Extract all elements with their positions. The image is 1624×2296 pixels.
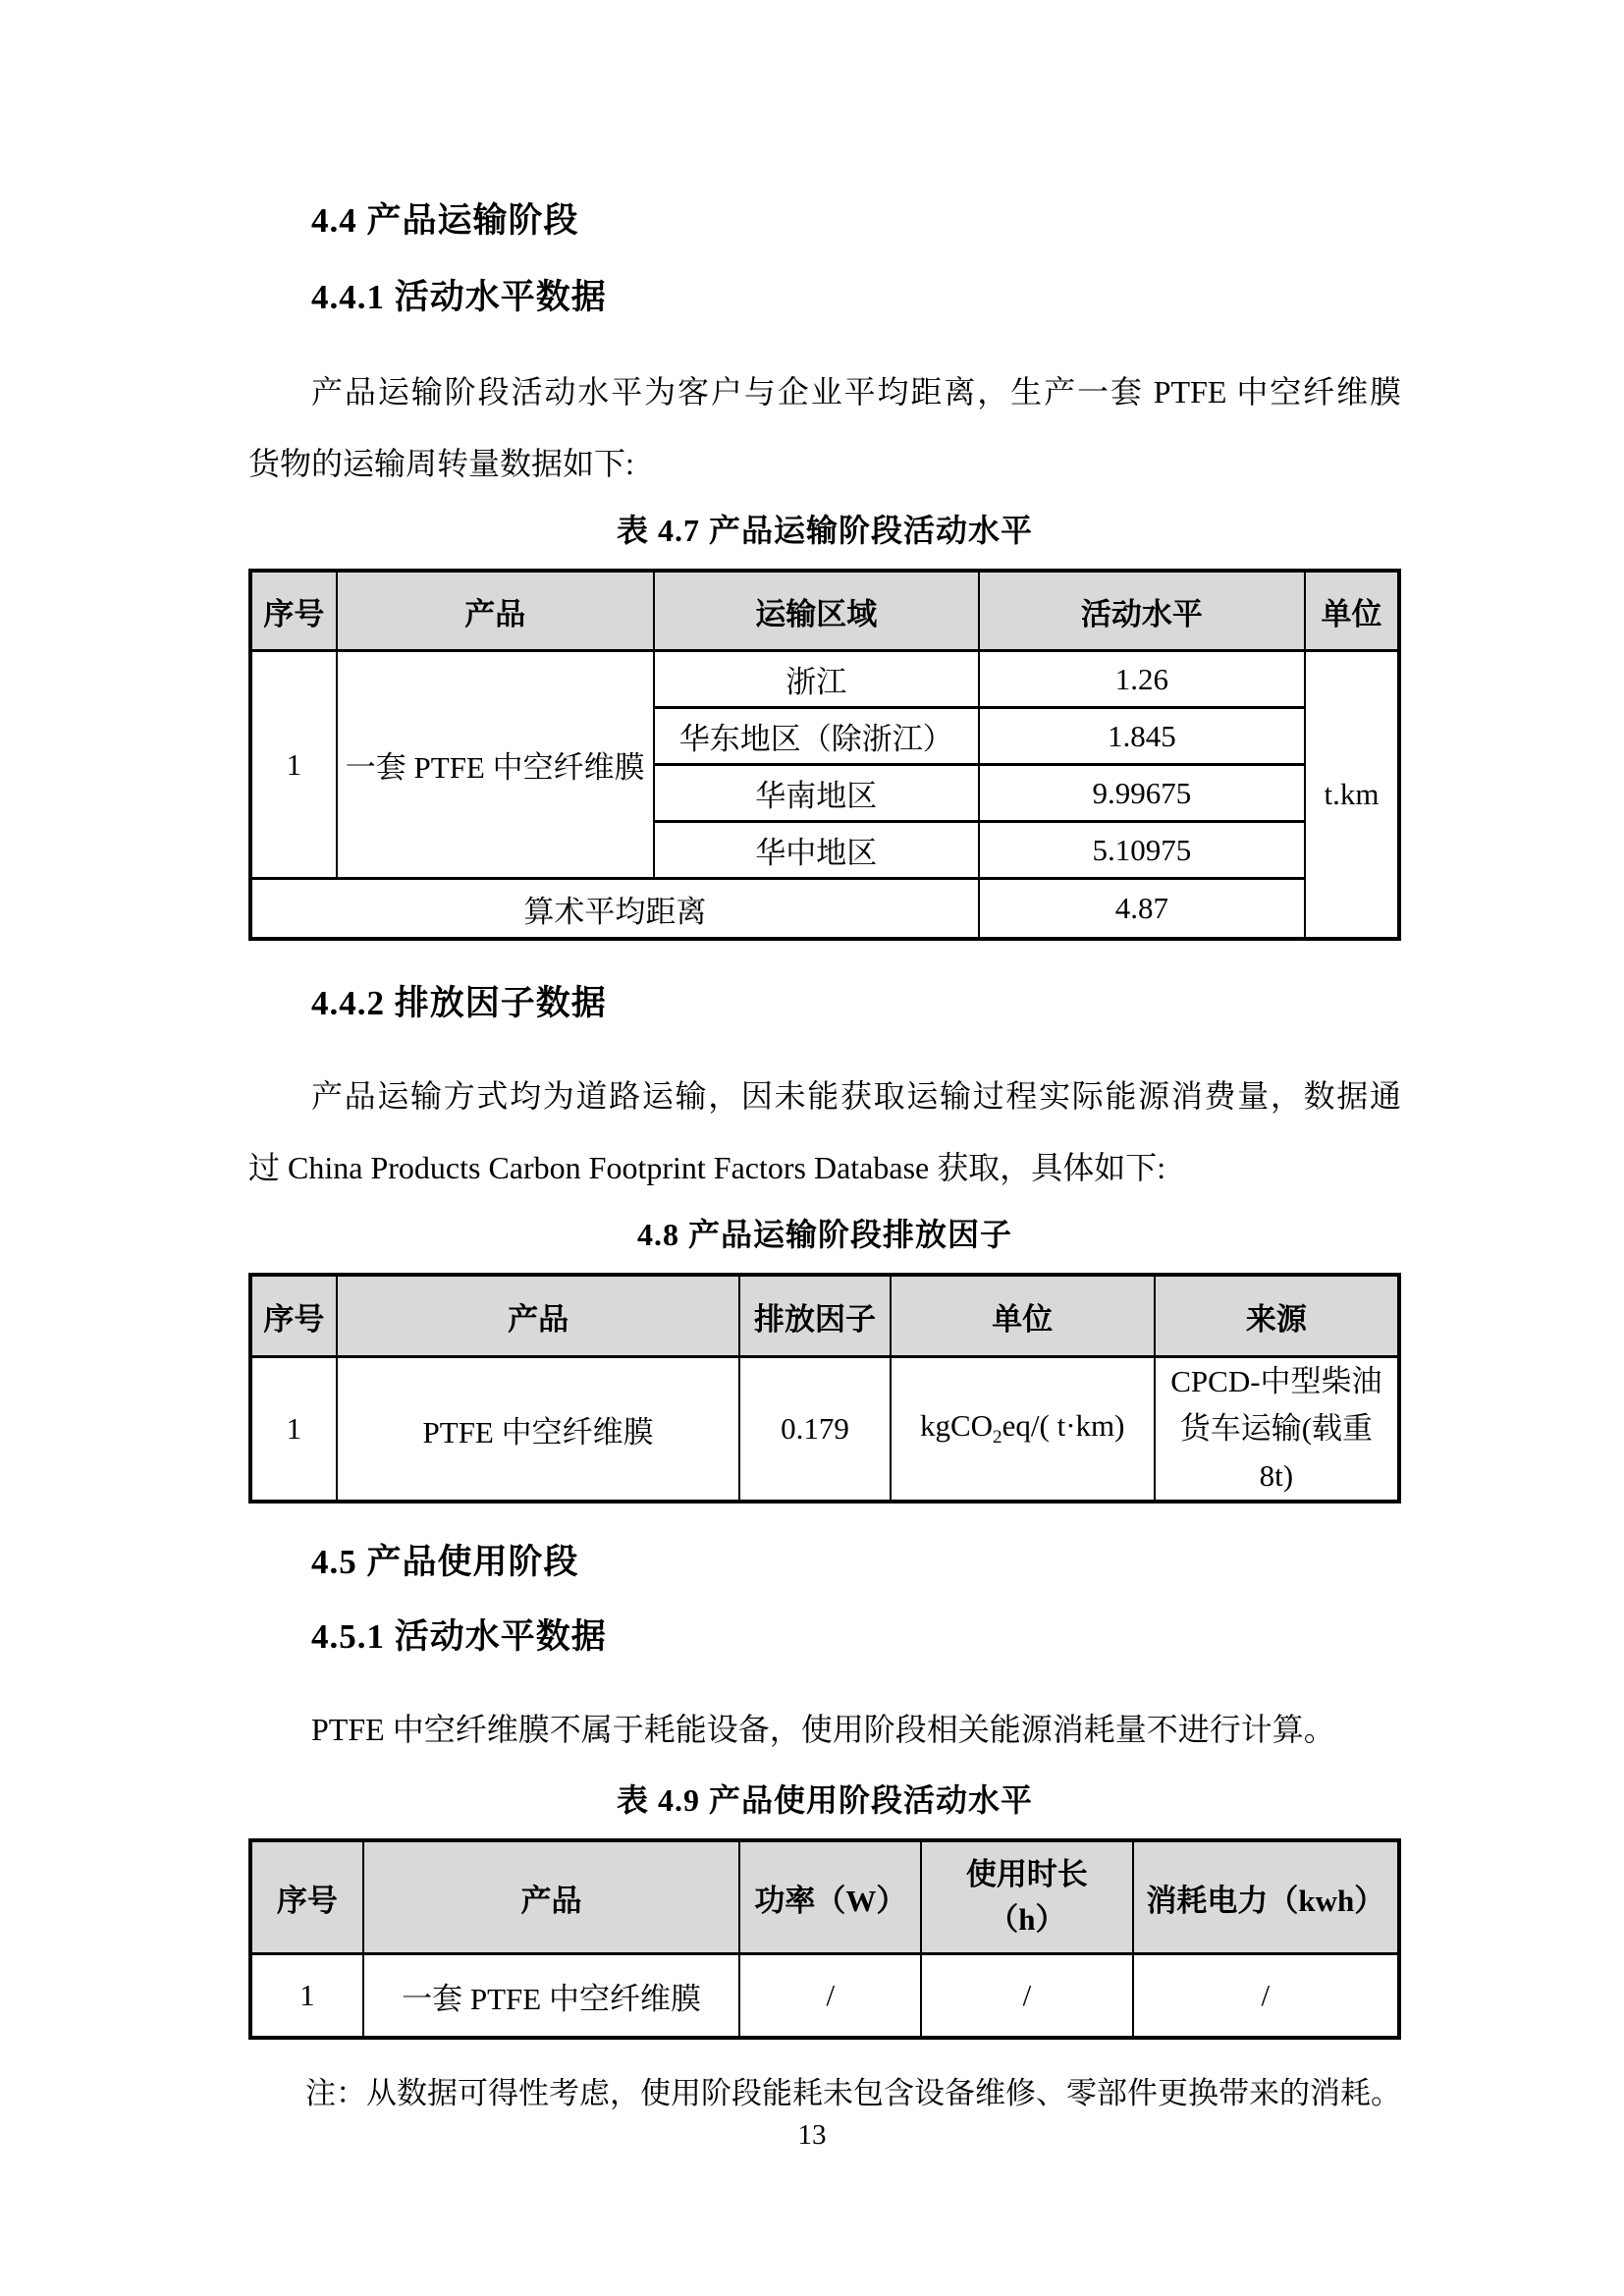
index-cell: 1 [250,651,337,879]
column-header: 序号 [250,571,337,651]
region-cell: 华东地区（除浙江） [654,708,979,765]
heading-4-4: 4.4 产品运输阶段 [311,201,579,240]
table-4-8-header-row [250,1275,1399,1357]
column-header: 单位 [891,1275,1155,1357]
product-cell: 一套 PTFE 中空纤维膜 [363,1954,740,2039]
column-header-line: （h） [988,1902,1066,1937]
table-4-9-caption: 表 4.9 产品使用阶段活动水平 [616,1782,1033,1818]
table-4-7 [248,569,1401,941]
paragraph-transport-emission [248,1061,1401,1204]
average-label-cell: 算术平均距离 [250,879,979,940]
heading-4-5-1: 4.5.1 活动水平数据 [311,1617,607,1656]
index-cell: 1 [250,1954,363,2039]
region-cell: 浙江 [654,651,979,708]
column-header: 序号 [250,1275,337,1357]
column-header: 活动水平 [979,571,1305,651]
column-header [921,1840,1132,1954]
index-cell: 1 [250,1357,337,1503]
region-cell: 华中地区 [654,822,979,879]
average-value-cell: 4.87 [979,879,1305,940]
electricity-cell: / [1133,1954,1399,2039]
region-cell: 华南地区 [654,765,979,822]
value-cell: 5.10975 [979,822,1305,879]
product-cell: 一套 PTFE 中空纤维膜 [337,651,654,879]
column-header: 排放因子 [739,1275,890,1357]
table-4-7-header-row [250,571,1399,651]
column-header: 产品 [337,1275,740,1357]
document-content [248,0,1401,2116]
column-header: 运输区域 [654,571,979,651]
table-4-7-caption: 表 4.7 产品运输阶段活动水平 [616,513,1033,548]
product-cell: PTFE 中空纤维膜 [337,1357,740,1503]
heading-4-5: 4.5 产品使用阶段 [311,1543,579,1581]
table-average-row [250,879,1399,940]
paragraph-use-stage [248,1694,1401,1766]
column-header: 单位 [1305,571,1399,651]
column-header: 序号 [250,1840,363,1954]
column-header-line: 使用时长 [965,1857,1088,1891]
column-header: 消耗电力（kwh） [1133,1840,1399,1954]
column-header: 来源 [1155,1275,1399,1357]
unit-subscript: 2 [993,1427,1002,1449]
duration-cell: / [921,1954,1132,2039]
table-4-8 [248,1273,1401,1503]
unit-cell: t.km [1305,651,1399,940]
paragraph-line: 产品运输方式均为道路运输，因未能获取运输过程实际能源消费量，数据通 [311,1078,1401,1114]
column-header: 产品 [363,1840,740,1954]
unit-text: eq/( t·km) [1001,1408,1125,1444]
table-row [250,1954,1399,2039]
factor-cell: 0.179 [739,1357,890,1503]
source-cell: CPCD-中型柴油货车运输(载重 8t) [1155,1357,1399,1503]
column-header: 产品 [337,571,654,651]
paragraph-line: 货物的运输周转量数据如下: [248,446,634,481]
value-cell: 9.99675 [979,765,1305,822]
value-cell: 1.845 [979,708,1305,765]
page-number: 13 [797,2119,827,2151]
table-row [250,1357,1399,1503]
heading-4-4-1: 4.4.1 活动水平数据 [311,278,607,316]
table-4-9-note: 注：从数据可得性考虑，使用阶段能耗未包含设备维修、零部件更换带来的消耗。 [305,2076,1401,2110]
unit-cell [891,1357,1155,1503]
table-row [250,651,1399,708]
paragraph-line: 产品运输阶段活动水平为客户与企业平均距离，生产一套 PTFE 中空纤维膜 [311,374,1401,410]
value-cell: 1.26 [979,651,1305,708]
paragraph-line: 过 China Products Carbon Footprint Factors Database 获取，具体如下: [248,1150,1166,1185]
paragraph-line: PTFE 中空纤维膜不属于耗能设备，使用阶段相关能源消耗量不进行计算。 [311,1712,1335,1747]
table-4-9-header-row [250,1840,1399,1954]
power-cell: / [739,1954,921,2039]
table-4-8-caption: 4.8 产品运输阶段排放因子 [636,1217,1012,1252]
table-4-9 [248,1838,1401,2040]
heading-4-4-2: 4.4.2 排放因子数据 [311,984,607,1022]
paragraph-transport-activity [248,356,1401,500]
unit-text: kgCO [919,1408,994,1444]
column-header: 功率（W） [739,1840,921,1954]
